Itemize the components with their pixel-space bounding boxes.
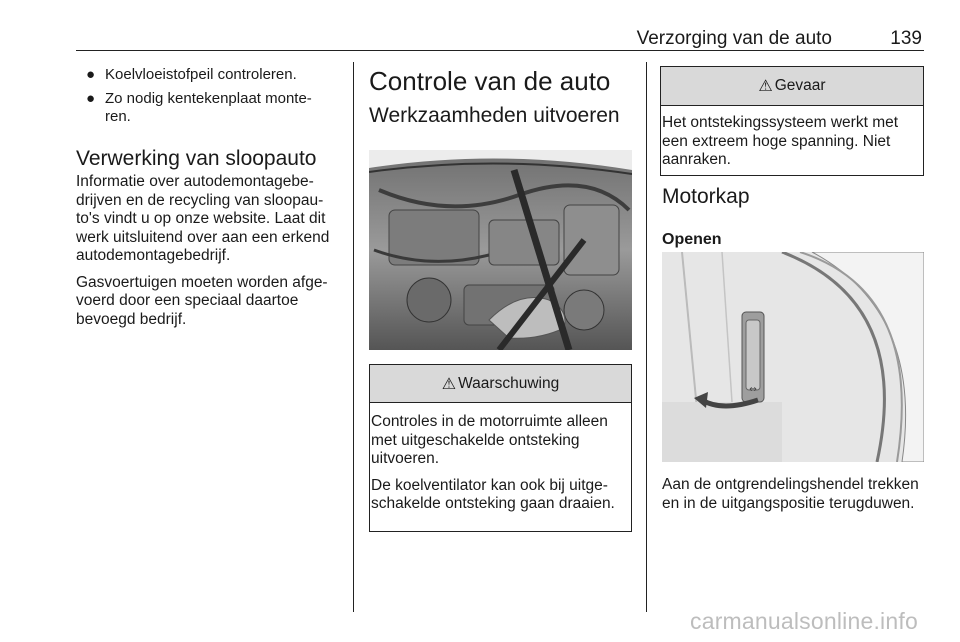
warning-triangle-icon: ⚠: [441, 375, 457, 393]
section-title: Verwerking van sloopauto: [76, 147, 317, 170]
column-divider-1: [353, 62, 354, 612]
section-title: Motorkap: [662, 185, 750, 208]
warning-body: [370, 403, 631, 514]
subsection-title: Openen: [662, 231, 722, 248]
column-3: [662, 184, 924, 250]
running-title: Verzorging van de auto: [636, 28, 832, 49]
danger-heading: ⚠ Gevaar: [661, 67, 923, 106]
hood-release-lever-photo: [662, 252, 924, 462]
subsection-title: Werkzaamheden uitvoeren: [369, 104, 620, 127]
paragraph: Informatie over autodemontagebe-drijven en de recycling van sloopau-to's vindt u op onze website. Laat dit werk uitsluitend over aan een erkend autodemontagebedrijf.: [76, 173, 330, 264]
list-item: ● Koelvloeistofpeil controleren.: [86, 66, 297, 83]
warning-box: [369, 364, 632, 532]
paragraph: Gasvoertuigen moeten worden afge-voerd door een speciaal daartoe bevoegd bedrijf.: [76, 273, 328, 328]
header-rule: [76, 50, 924, 51]
watermark: carmanualsonline.info: [690, 608, 918, 634]
section-title: Controle van de auto: [369, 66, 611, 96]
image-caption: Aan de ontgrendelingshendel trekken en in de uitgangspositie terugduwen.: [662, 476, 919, 512]
column-divider-2: [646, 62, 647, 612]
page-number: 139: [890, 28, 922, 49]
paragraph: Het ontstekingssysteem werkt met een extreem hoge spanning. Niet aanraken.: [662, 114, 899, 168]
warning-triangle-icon: ⚠: [758, 78, 773, 95]
svg-text:⇔: ⇔: [749, 385, 757, 395]
paragraph: De koelventilator kan ook bij uitge-schakelde ontsteking gaan draaien.: [371, 476, 615, 512]
column-2: [369, 66, 634, 129]
engine-bay-photo: [369, 150, 632, 350]
danger-body: [661, 106, 923, 170]
danger-box: [660, 66, 924, 176]
list-item: ● Zo nodig kentekenplaat monte-ren.: [86, 90, 312, 125]
page-header: [76, 20, 924, 50]
warning-heading: ⚠ Waarschuwing: [370, 365, 631, 403]
column-1: [76, 66, 344, 329]
bullet-list: [76, 66, 344, 126]
paragraph: Controles in de motorruimte alleen met uitgeschakelde ontsteking uitvoeren.: [371, 413, 608, 467]
